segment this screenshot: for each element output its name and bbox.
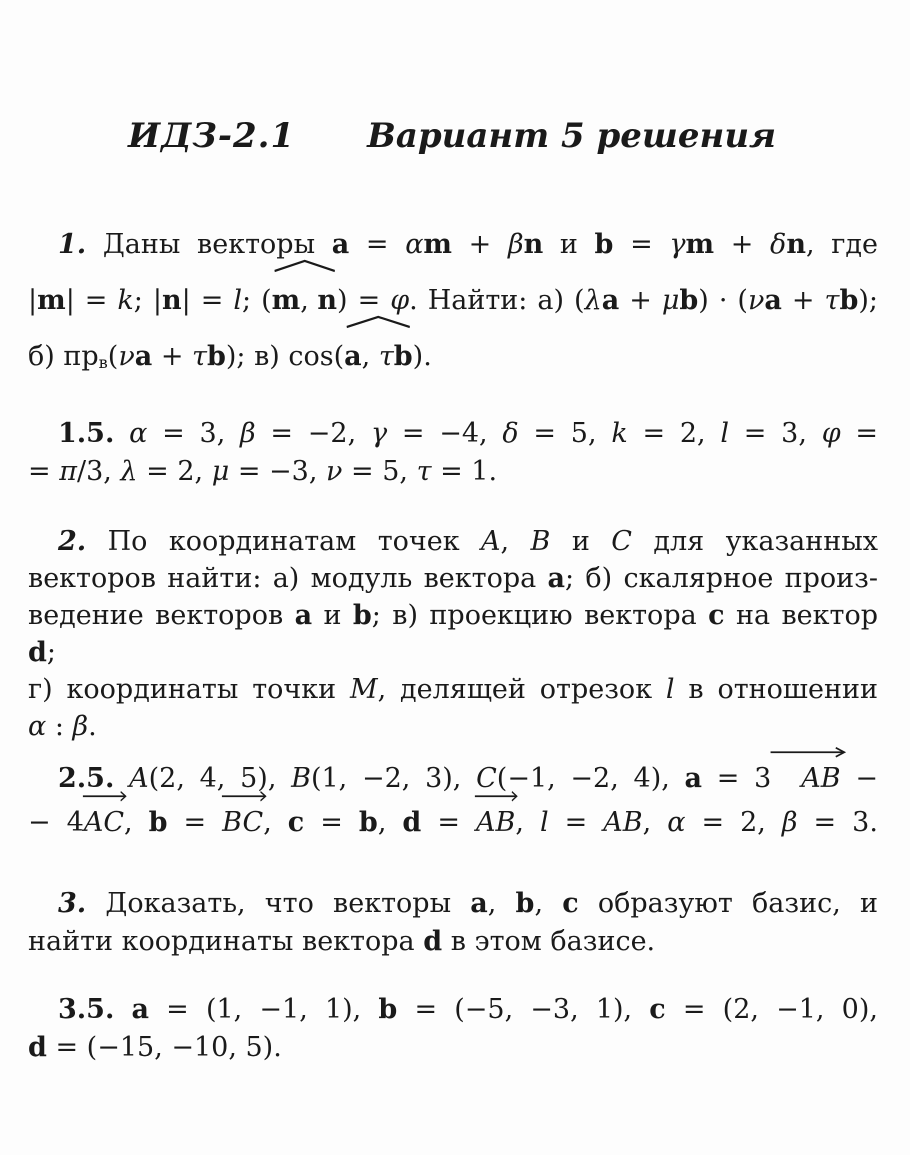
text-segment: ; в) проекцию вектора [371, 600, 709, 632]
text-segment: a [331, 229, 350, 260]
text-segment: + [152, 341, 193, 372]
text-segment: + [619, 285, 662, 316]
text-segment: + [781, 285, 825, 316]
text-segment: , где [805, 229, 878, 260]
text-segment: β [72, 711, 89, 743]
text-segment: B [530, 526, 551, 558]
text-segment: b [679, 285, 699, 316]
text-segment: = (−15, −10, 5). [46, 1032, 282, 1064]
text-segment: b [393, 341, 413, 372]
text-line [28, 1029, 878, 1067]
text-segment: (2, 4, 5), [148, 763, 292, 795]
text-segment: γ [370, 418, 388, 450]
text-segment: (1, −2, 3), [310, 763, 477, 795]
angle-hat-accent [272, 273, 337, 329]
text-segment: d [28, 1032, 47, 1064]
text-segment: | [28, 285, 38, 316]
text-segment: c [287, 807, 305, 839]
text-segment: : [46, 711, 73, 743]
text-segment: , [534, 888, 563, 920]
text-segment: для указанных [631, 526, 878, 558]
text-segment [114, 763, 129, 794]
text-segment: , [515, 807, 540, 839]
text-segment: l [233, 285, 243, 316]
text-segment: . [88, 711, 97, 743]
text-line [28, 801, 878, 845]
text-segment: A [129, 763, 149, 795]
text-segment: m [37, 285, 66, 316]
text-segment: c [649, 994, 666, 1026]
text-line [28, 597, 878, 671]
text-segment: b [839, 285, 859, 316]
text-segment: AB [475, 807, 516, 839]
text-segment: n [523, 229, 544, 260]
problem-1-values [28, 415, 878, 491]
text-segment: 2. [58, 526, 87, 558]
text-segment: b [148, 807, 168, 839]
vector-arrow-accent [476, 801, 515, 845]
text-segment: ν [747, 285, 765, 316]
text-segment: C [476, 763, 497, 795]
text-segment: α [405, 229, 424, 260]
text-segment: = (1, −1, 1), [149, 994, 379, 1026]
text-segment: | = [181, 285, 234, 316]
text-segment: − 4 [28, 807, 84, 839]
text-segment: μ [211, 456, 230, 488]
text-segment: λ [120, 456, 138, 488]
text-line [28, 217, 878, 273]
text-segment: ; [46, 637, 56, 669]
text-segment: = [304, 807, 359, 839]
text-segment: + [714, 229, 771, 260]
text-line [28, 273, 878, 329]
text-segment: = [421, 807, 476, 839]
text-line [28, 708, 878, 745]
text-segment: c [562, 888, 579, 920]
text-segment [114, 418, 129, 449]
text-segment: α [667, 807, 686, 839]
text-segment: ); [858, 285, 878, 316]
text-segment: ; б) скалярное произ- [565, 563, 878, 595]
text-segment: C [611, 526, 632, 558]
text-segment: = 2, [627, 418, 721, 450]
text-segment: , [377, 807, 403, 839]
text-segment: a [294, 600, 313, 632]
text-segment: γ [669, 229, 686, 260]
text-segment: a [470, 888, 488, 920]
text-segment: и [550, 526, 612, 558]
text-segment: α [129, 418, 148, 450]
vector-arrow-accent [84, 801, 124, 845]
text-segment: векторов найти: а) модуль вектора [28, 563, 548, 595]
text-segment: ); в) cos( [225, 341, 345, 372]
text-segment: τ [192, 341, 207, 372]
text-segment: = 3. [797, 807, 878, 839]
text-segment: μ [661, 285, 680, 316]
text-segment: k [611, 418, 628, 450]
text-segment: 2.5. [58, 763, 115, 795]
text-line [28, 453, 878, 491]
text-segment: ведение векторов [28, 600, 295, 632]
text-segment: b [378, 994, 398, 1026]
text-segment: a [684, 763, 703, 795]
text-segment [114, 994, 131, 1025]
text-segment: , [361, 341, 379, 372]
text-segment: По координатам точек [86, 526, 482, 558]
text-segment: на вектор [724, 600, 878, 632]
text-segment: ) = [337, 285, 391, 316]
text-segment: = [167, 807, 223, 839]
problem-2-values [28, 757, 878, 845]
text-segment: = −2, [255, 418, 371, 450]
text-segment: , [300, 285, 318, 316]
text-segment: c [708, 600, 725, 632]
text-segment: A [481, 526, 501, 558]
text-segment: /3, [76, 456, 121, 488]
text-segment: φ [390, 285, 410, 316]
text-segment: β [240, 418, 256, 450]
text-segment: = 3 [702, 763, 772, 795]
text-segment: l [539, 807, 549, 839]
text-segment: = 3, [729, 418, 822, 450]
text-line [28, 415, 878, 453]
text-line [28, 991, 878, 1029]
text-segment: ( [107, 341, 119, 372]
text-segment: , [487, 888, 516, 920]
text-segment: = [349, 229, 406, 260]
text-segment: = 3, [147, 418, 241, 450]
text-line [28, 671, 878, 708]
text-segment: , [642, 807, 668, 839]
text-segment: m [423, 229, 452, 260]
problem-3-statement [28, 885, 878, 961]
text-segment: Даны векторы [86, 229, 332, 260]
text-segment: = −3, [229, 456, 327, 488]
text-segment: a [601, 285, 620, 316]
text-segment: BC [222, 807, 264, 839]
text-segment: = 5, [518, 418, 612, 450]
text-segment: = [613, 229, 670, 260]
text-line [28, 885, 878, 923]
text-segment: φ [821, 418, 841, 450]
text-segment: | = [65, 285, 118, 316]
problem-1-statement [28, 217, 878, 391]
text-segment: k [117, 285, 134, 316]
text-line [28, 757, 878, 801]
text-line [28, 923, 878, 961]
text-segment: 3. [58, 888, 87, 920]
text-segment: , [124, 807, 149, 839]
text-segment: b [594, 229, 614, 260]
text-segment: b [515, 888, 535, 920]
text-segment: δ [770, 229, 787, 260]
text-segment: = 5, [342, 456, 417, 488]
text-segment: a [764, 285, 782, 316]
text-segment: г) координаты точки [28, 674, 350, 706]
text-segment: ). [412, 341, 432, 372]
text-segment: образуют базис, и [578, 888, 878, 920]
text-segment: m [685, 229, 715, 260]
text-segment: = 1. [431, 456, 498, 488]
text-segment: l [665, 674, 675, 706]
text-segment: n [317, 285, 338, 316]
angle-hat-accent [344, 329, 413, 385]
text-segment: = 2, [137, 456, 212, 488]
text-segment: τ [416, 456, 432, 488]
text-segment: a [344, 341, 362, 372]
text-segment: + [452, 229, 508, 260]
text-segment: и [543, 229, 595, 260]
text-segment: Доказать, что векторы [86, 888, 471, 920]
text-segment: λ [584, 285, 602, 316]
text-segment: a [134, 341, 153, 372]
vector-arrow-accent [771, 757, 840, 801]
text-segment: ν [118, 341, 135, 372]
text-segment: , делящей отрезок [377, 674, 666, 706]
variant-title: Вариант 5 решения [367, 116, 777, 156]
text-segment: β [781, 807, 798, 839]
text-line [28, 329, 878, 391]
text-segment: AB [603, 807, 643, 839]
text-segment: M [349, 674, 378, 706]
text-segment: ; | [133, 285, 162, 316]
text-segment: α [28, 711, 47, 743]
text-segment: = [548, 807, 604, 839]
text-segment: , [263, 807, 288, 839]
text-segment: ; ( [242, 285, 272, 316]
text-segment: B [291, 763, 311, 795]
text-segment: b [206, 341, 226, 372]
text-segment: ) · ( [698, 285, 748, 316]
text-segment: β [507, 229, 524, 260]
text-segment: 3.5. [58, 994, 115, 1026]
text-segment: b [352, 600, 372, 632]
text-segment: = (2, −1, 0), [665, 994, 878, 1026]
text-segment: 1. [58, 229, 87, 260]
text-segment: τ [378, 341, 394, 372]
text-segment: = [28, 456, 60, 488]
text-segment: b [358, 807, 378, 839]
text-segment: a [131, 994, 150, 1026]
text-segment: в этом базисе. [442, 926, 656, 958]
vector-arrow-accent [222, 801, 263, 845]
text-segment: в отношении [674, 674, 878, 706]
text-segment: = 2, [685, 807, 782, 839]
text-segment: AC [83, 807, 124, 839]
text-segment: m [271, 285, 301, 316]
text-segment: в [98, 353, 108, 373]
problem-3-values [28, 991, 878, 1067]
text-segment: и [312, 600, 353, 632]
text-segment: d [402, 807, 422, 839]
text-segment: π [59, 456, 77, 488]
text-segment: , [500, 526, 531, 558]
text-segment: a [547, 563, 566, 595]
text-segment: AB [801, 763, 841, 795]
text-segment: = (−5, −3, 1), [397, 994, 650, 1026]
problem-2-statement [28, 523, 878, 745]
text-segment: τ [824, 285, 840, 316]
text-segment: d [423, 926, 443, 958]
text-segment: = [840, 418, 878, 450]
text-segment: б) пр [28, 341, 99, 372]
assignment-code: ИДЗ-2.1 [128, 116, 296, 156]
text-segment: d [28, 637, 47, 669]
text-segment: = −4, [387, 418, 503, 450]
document-title [28, 113, 878, 159]
text-segment: δ [502, 418, 519, 450]
text-segment: . Найти: а) ( [409, 285, 585, 316]
text-line [28, 523, 878, 560]
text-segment: − [840, 763, 878, 795]
text-segment: найти координаты вектора [28, 926, 424, 958]
text-segment: n [162, 285, 182, 316]
text-segment: l [720, 418, 730, 450]
text-segment: ν [326, 456, 343, 488]
text-segment: 1.5. [58, 418, 115, 450]
text-segment: (−1, −2, 4), [496, 763, 685, 795]
text-segment: n [786, 229, 806, 260]
text-line [28, 560, 878, 597]
